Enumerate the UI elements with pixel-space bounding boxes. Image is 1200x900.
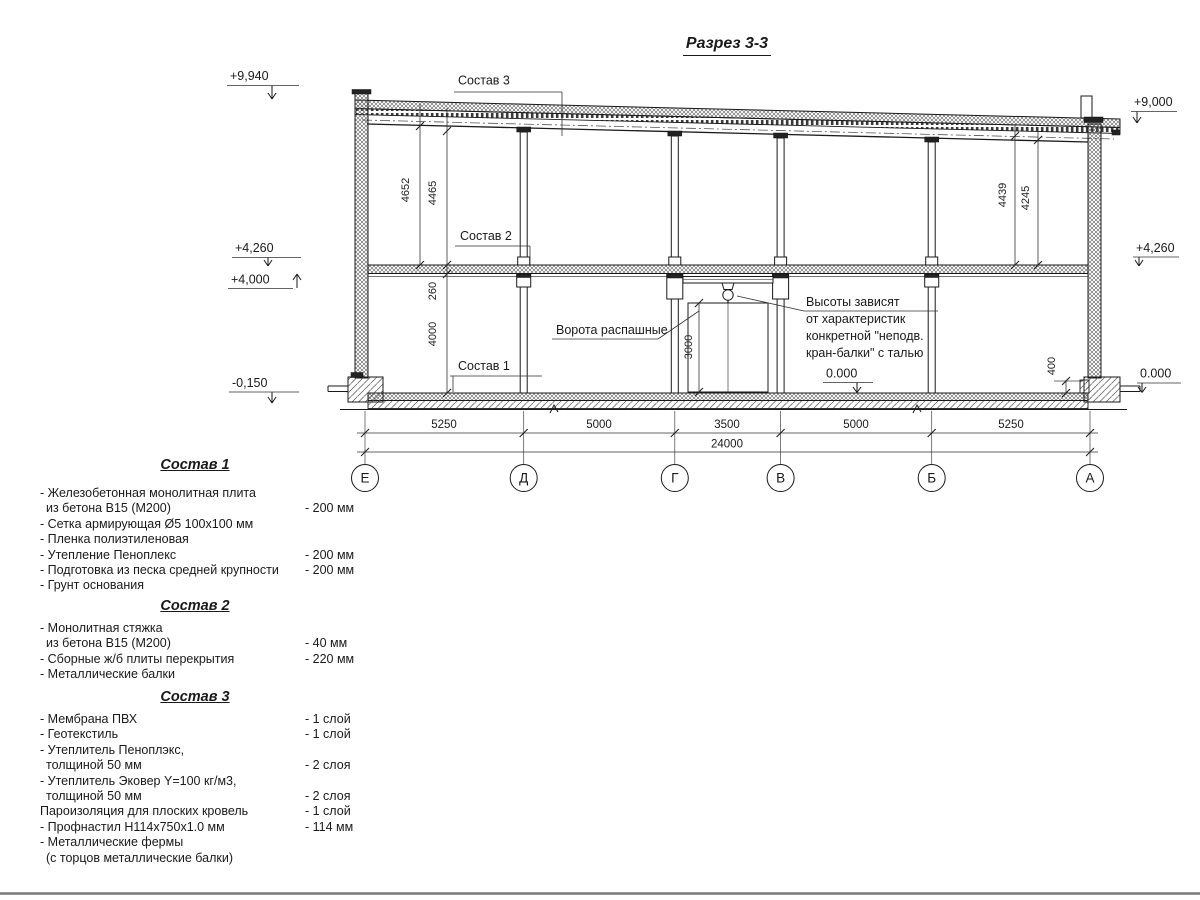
axis-label-b: Б <box>927 470 937 486</box>
list-item: - Подготовка из песка средней крупности - 200 мм <box>40 562 355 577</box>
list-item: толщиной 50 мм - 2 слоя <box>46 758 351 773</box>
svg-text:+4,260: +4,260 <box>235 241 274 255</box>
up-arrow-icon <box>293 274 301 288</box>
composition-3-title: Состав 3 <box>160 689 230 705</box>
list-item: - Грунт основания <box>40 578 145 593</box>
gate <box>688 303 768 392</box>
left-wall-cap <box>352 90 371 95</box>
roof <box>355 100 1120 142</box>
svg-text:Состав 1: Состав 1 <box>458 359 510 373</box>
list-item: - Утеплитель Пеноплэкс, <box>40 742 185 757</box>
page-title: Разрез 3-3 <box>685 35 769 52</box>
elevation-left-minus-0150 <box>229 376 299 403</box>
lower-column-b <box>925 274 939 393</box>
svg-text:Состав 3: Состав 3 <box>458 73 510 88</box>
dim-span-3: 3500 <box>714 419 740 431</box>
elevation-left-4260 <box>232 241 301 266</box>
right-parapet-upstand <box>1081 96 1092 118</box>
dim-plinth <box>1046 357 1083 397</box>
svg-text:+4,000: +4,000 <box>231 272 270 287</box>
svg-text:Высоты зависят: Высоты зависят <box>806 295 900 309</box>
dim-total: 24000 <box>711 438 743 451</box>
lower-column-v <box>773 274 789 393</box>
axis-label-d: Д <box>519 470 529 486</box>
list-item: - Профнастил Н114х750х1.0 мм - 114 мм <box>40 819 354 834</box>
lower-column-d <box>517 274 531 393</box>
svg-text:+9,000: +9,000 <box>1134 95 1173 109</box>
dim-4652: 4652 <box>400 177 412 203</box>
dim-4245: 4245 <box>1020 185 1032 211</box>
list-item: - Мембрана ПВХ - 1 слой <box>40 712 351 726</box>
upper-column-v <box>774 133 788 265</box>
composition-2-list <box>40 621 355 683</box>
svg-text:от характеристик: от характеристик <box>806 312 906 326</box>
axis-markers <box>352 465 1104 492</box>
left-wall <box>352 90 371 379</box>
svg-text:конкретной "неподв.: конкретной "неподв. <box>806 329 924 343</box>
crane-trolley <box>722 283 734 290</box>
elevation-left-4000 <box>228 273 301 289</box>
elevation-right-0000 <box>1137 367 1181 393</box>
list-item: - Сетка армирующая Ø5 100х100 мм <box>40 516 254 531</box>
upper-column-b <box>925 137 939 265</box>
down-arrow-icon <box>264 258 272 267</box>
bottom-dimensions <box>357 411 1098 464</box>
svg-text:-0,150: -0,150 <box>232 376 268 390</box>
svg-text:Ворота распашные: Ворота распашные <box>556 323 668 337</box>
dim-span-5: 5250 <box>998 419 1024 431</box>
upper-column-d <box>517 127 531 265</box>
list-item: из бетона В15 (М200) - 200 мм <box>46 501 355 516</box>
down-arrow-icon <box>268 392 276 403</box>
dim-upper-left <box>400 104 451 393</box>
list-item: - Пленка полиэтиленовая <box>40 532 189 547</box>
list-item: - Сборные ж/б плиты перекрытия - 220 мм <box>40 651 355 666</box>
dim-3000: 3000 <box>683 334 695 360</box>
list-item: Пароизоляция для плоских кровель - 1 слой <box>40 804 351 819</box>
roof-edge-drip <box>1112 130 1120 135</box>
dim-4439: 4439 <box>997 182 1009 208</box>
list-item: - Металлические балки <box>40 667 175 682</box>
composition-2-title: Состав 2 <box>160 598 230 614</box>
ground-floor <box>340 393 1127 413</box>
svg-text:+4,260: +4,260 <box>1136 241 1175 255</box>
down-arrow-icon <box>268 86 276 100</box>
axis-label-g: Г <box>671 470 679 486</box>
upper-columns <box>517 127 939 265</box>
composition-1-list <box>40 486 355 594</box>
list-item: - Утеплитель Эковер Y=100 кг/м3, <box>40 773 237 788</box>
composition-3-list <box>40 712 354 866</box>
dim-400: 400 <box>1046 356 1058 376</box>
svg-text:+9,940: +9,940 <box>230 69 269 83</box>
dim-4465: 4465 <box>427 180 439 206</box>
list-item: - Геотекстиль - 1 слой <box>40 727 351 742</box>
list-item: - Железобетонная монолитная плита <box>40 486 256 500</box>
dim-upper-right <box>997 124 1042 269</box>
dim-span-4: 5000 <box>843 419 869 431</box>
svg-text:Состав 2: Состав 2 <box>460 229 512 243</box>
lower-column-g <box>667 274 683 393</box>
list-item: - Утепление Пеноплекс - 200 мм <box>40 547 355 562</box>
right-foundation <box>1080 377 1140 402</box>
composition-1-title: Состав 1 <box>160 457 230 473</box>
dim-span-2: 5000 <box>586 419 612 431</box>
down-arrow-icon <box>1133 112 1141 124</box>
list-item: - Монолитная стяжка <box>40 621 163 635</box>
list-item: из бетона В15 (М200) - 40 мм <box>46 636 348 651</box>
list-item: (с торцов металлические балки) <box>46 850 234 865</box>
svg-text:кран-балки" с талью: кран-балки" с талью <box>806 346 924 360</box>
floor-slab <box>368 265 1088 277</box>
axis-label-a: А <box>1085 470 1095 486</box>
dim-260: 260 <box>427 281 439 301</box>
axis-label-e: Е <box>360 470 370 486</box>
axis-label-v: В <box>776 470 786 486</box>
right-plinth <box>1080 380 1089 393</box>
svg-text:0.000: 0.000 <box>1140 366 1172 381</box>
elevation-right-4260 <box>1133 241 1179 266</box>
upper-column-g <box>668 131 682 265</box>
right-wall-cap <box>1084 117 1103 123</box>
left-foundation <box>328 373 383 403</box>
crane-pulley-icon <box>723 290 733 300</box>
label-sostav1 <box>450 359 542 392</box>
elevation-left-9940 <box>227 69 299 99</box>
drawing-title <box>683 35 771 56</box>
elevation-mid-0000 <box>823 367 873 393</box>
list-item: толщиной 50 мм - 2 слоя <box>46 788 351 803</box>
list-item: - Металлические фермы <box>40 835 184 850</box>
down-arrow-icon <box>1135 257 1143 266</box>
elevation-right-9000 <box>1131 95 1177 123</box>
dim-4000: 4000 <box>427 321 439 347</box>
svg-text:0.000: 0.000 <box>826 366 858 381</box>
down-arrow-icon <box>853 383 861 393</box>
dim-span-1: 5250 <box>431 419 457 431</box>
